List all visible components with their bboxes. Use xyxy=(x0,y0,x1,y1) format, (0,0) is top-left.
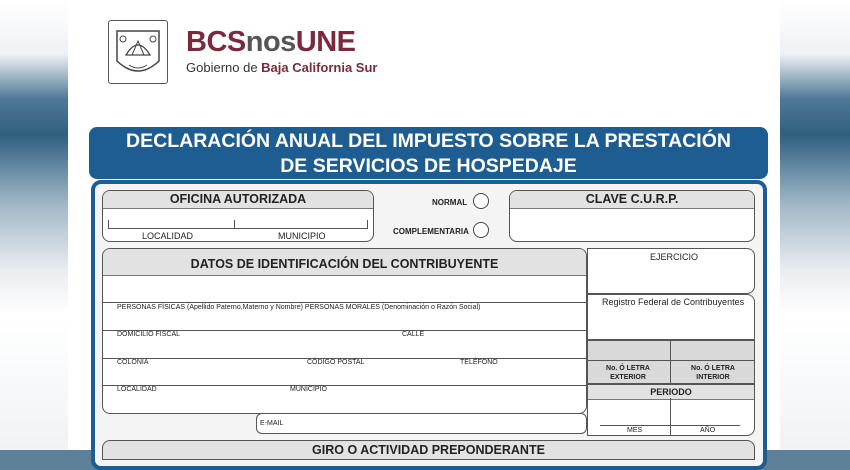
row-line-4 xyxy=(102,385,587,386)
form-title-line1: DECLARACIÓN ANUAL DEL IMPUESTO SOBRE LA PRESTACIÓN xyxy=(126,130,731,152)
personas-label: PERSONAS FÍSICAS (Apellido Paterno,Materno y Nombre) PERSONAS MORALES (Denominación o Razón Social) xyxy=(117,304,481,311)
oficina-localidad-label: LOCALIDAD xyxy=(142,231,194,241)
periodo-underline xyxy=(600,425,740,426)
anio-label: AÑO xyxy=(700,427,716,434)
numero-divider xyxy=(670,340,671,384)
codigo-postal-label: CÓDIGO POSTAL xyxy=(307,359,365,366)
normal-radio[interactable] xyxy=(473,193,489,209)
no-interior-label: No. Ó LETRA INTERIOR xyxy=(691,365,735,381)
complementaria-radio[interactable] xyxy=(473,222,489,238)
oficina-municipio-label: MUNICIPIO xyxy=(278,231,326,241)
oficina-heading: OFICINA AUTORIZADA xyxy=(103,191,373,209)
periodo-divider xyxy=(670,398,671,436)
periodo-section xyxy=(587,384,755,436)
complementaria-label: COMPLEMENTARIA xyxy=(393,227,469,236)
brand-logo xyxy=(186,26,356,59)
oficina-tick-left xyxy=(108,220,109,229)
curp-heading: CLAVE C.U.R.P. xyxy=(510,191,754,209)
email-field[interactable] xyxy=(256,413,587,434)
giro-section xyxy=(102,440,755,460)
row-line-1 xyxy=(102,302,587,303)
email-label: E-MAIL xyxy=(260,420,284,427)
no-exterior-label: No. Ó LETRA EXTERIOR xyxy=(606,365,650,381)
form-title xyxy=(89,127,768,179)
brand-subtitle-bold: Baja California Sur xyxy=(261,60,378,75)
brand-subtitle xyxy=(186,60,377,75)
brand-name-part3: UNE xyxy=(295,26,356,58)
periodo-heading: PERIODO xyxy=(588,385,754,400)
brand-subtitle-prefix: Gobierno de xyxy=(186,60,262,75)
contribuyente-heading: DATOS DE IDENTIFICACIÓN DEL CONTRIBUYENTE xyxy=(103,249,586,276)
rfc-label: Registro Federal de Contribuyentes xyxy=(602,297,745,307)
brand-name-part2: nos xyxy=(245,26,296,58)
form-title-line2: DE SERVICIOS DE HOSPEDAJE xyxy=(280,155,577,177)
normal-label: NORMAL xyxy=(432,198,468,207)
domicilio-label: DOMICILIO FISCAL xyxy=(117,331,181,338)
background-left xyxy=(0,0,68,450)
colonia-label: COLONIA xyxy=(117,359,149,366)
curp-section[interactable] xyxy=(509,190,755,242)
state-seal-icon xyxy=(108,20,168,84)
ejercicio-label: EJERCICIO xyxy=(650,252,699,262)
oficina-tick-right xyxy=(367,220,368,229)
municipio-label: MUNICIPIO xyxy=(290,386,327,393)
numero-inner-line xyxy=(587,360,755,361)
oficina-tick-mid xyxy=(234,220,235,229)
oficina-underline xyxy=(108,228,368,229)
telefono-label: TELÉFONO xyxy=(460,359,498,366)
background-right xyxy=(780,0,850,450)
localidad-label: LOCALIDAD xyxy=(117,386,157,393)
giro-heading: GIRO O ACTIVIDAD PREPONDERANTE xyxy=(312,443,545,457)
brand-name-part1: BCS xyxy=(186,26,246,58)
calle-label: CALLE xyxy=(402,331,425,338)
mes-label: MES xyxy=(627,427,643,434)
